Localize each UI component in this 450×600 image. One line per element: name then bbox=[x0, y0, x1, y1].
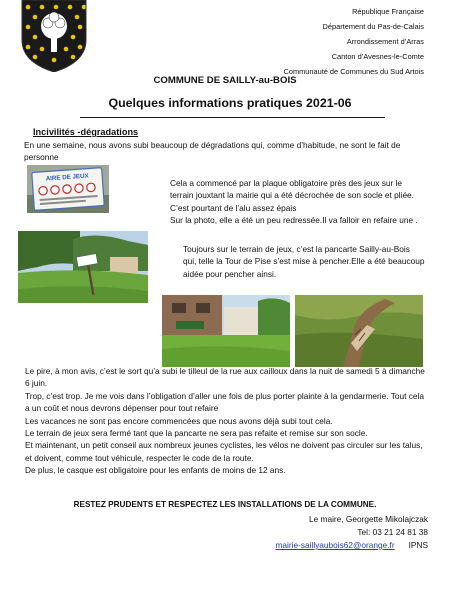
email-link[interactable]: mairie-saillyaubois62@orange.fr bbox=[275, 540, 395, 550]
paragraph-sign-damage-line2: Sur la photo, elle a été un peu redressée.Il va falloir en refaire une . bbox=[170, 215, 418, 226]
photo-playground-area bbox=[162, 295, 290, 367]
page-title: Quelques informations pratiques 2021-06 bbox=[108, 96, 352, 110]
closing-message: RESTEZ PRUDENTS ET RESPECTEZ LES INSTALLATIONS DE LA COMMUNE. bbox=[73, 500, 377, 509]
text-complaint: Trop, c’est trop. Je me vois dans l’obligation d’aller une fois de plus porter plainte à la gendarmerie. Tout cela a un coût et nous devrons dépenser pour tout refaire bbox=[25, 390, 424, 414]
admin-line-departement: Département du Pas-de-Calais bbox=[322, 22, 424, 31]
paragraph-sign-damage bbox=[170, 177, 425, 227]
contact-row bbox=[200, 539, 428, 552]
photo-bent-playground-sign bbox=[27, 165, 109, 213]
text-cyclists-advice: Et maintenant, un petit conseil aux nombreux jeunes cyclistes, les vélos ne doivent pas circuler sur les talus, et doivent, comme tout véhicule, respecter le code de la route. bbox=[25, 440, 423, 463]
commune-coat-of-arms bbox=[18, 0, 90, 72]
paragraph-main-text bbox=[25, 365, 430, 477]
paragraph-leaning-sign: Toujours sur le terrain de jeux, c’est la pancarte Sailly-au-Bois qui, telle la Tour de Pise s’est mise à pencher.Elle a été beaucoup aidée pour pencher ainsi. bbox=[183, 244, 425, 279]
intro-paragraph: En une semaine, nous avons subi beaucoup de dégradations qui, comme d’habitude, ne sont le fait de personne bbox=[24, 140, 401, 163]
admin-line-arrondissement: Arrondissement d’Arras bbox=[346, 37, 424, 46]
mayor-signature: Le maire, Georgette Mikolajczak bbox=[309, 514, 428, 524]
admin-line-communaute: Communauté de Communes du Sud Artois bbox=[283, 67, 424, 76]
text-helmet: De plus, le casque est obligatoire pour les enfants de moins de 12 ans. bbox=[25, 465, 286, 476]
text-holidays: Les vacances ne sont pas encore commencées que nous avons déjà subi tout cela. bbox=[25, 415, 333, 426]
commune-name: COMMUNE DE SAILLY-au-BOIS bbox=[153, 75, 297, 86]
photo-damaged-linden-tree bbox=[295, 295, 423, 367]
text-linden-tree: Le pire, à mon avis, c’est le sort qu’a subi le tilleul de la rue aux cailloux dans la nuit de samedi 5 à dimanche 6 juin. bbox=[25, 366, 425, 389]
section-heading: Incivilités -dégradations bbox=[33, 127, 139, 137]
admin-line-canton: Canton d’Avesnes-le-Comte bbox=[331, 52, 424, 61]
photo-leaning-sign bbox=[18, 231, 148, 303]
phone-number: Tel: 03 21 24 81 38 bbox=[357, 527, 428, 537]
title-underline bbox=[80, 117, 385, 118]
ipns-label: IPNS bbox=[408, 540, 428, 550]
admin-line-republique: République Française bbox=[352, 7, 424, 16]
sign-text: AIRE DE JEUX bbox=[45, 172, 89, 183]
administrative-header bbox=[194, 4, 424, 79]
paragraph-sign-damage-line1: Cela a commencé par la plaque obligatoire près des jeux sur le terrain jouxtant la mairie qui a été décrochée de son socle et pliée. C’est pourtant de l’alu assez épais bbox=[170, 178, 414, 213]
text-playground-closed: Le terrain de jeux sera fermé tant que la pancarte ne sera pas refaite et remise sur son socle. bbox=[25, 428, 368, 439]
